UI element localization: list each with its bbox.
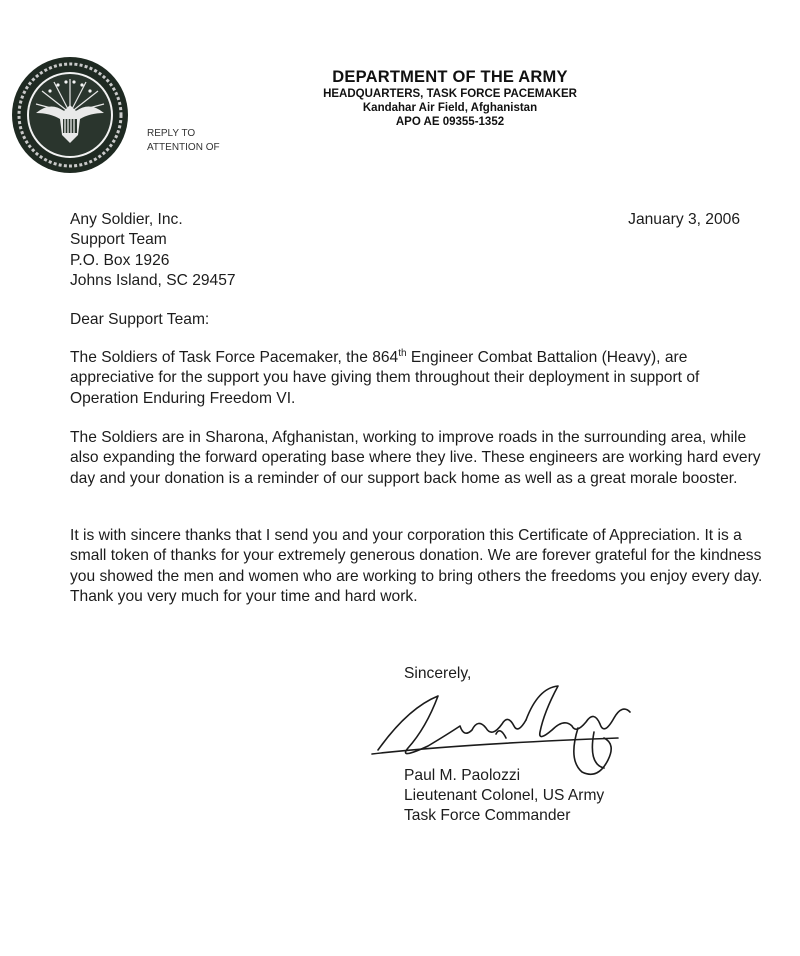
attention-of-label: ATTENTION OF bbox=[147, 142, 220, 153]
paragraph-1-text: The Soldiers of Task Force Pacemaker, the 864 bbox=[70, 349, 399, 366]
reply-to-label: REPLY TO bbox=[147, 128, 196, 139]
valediction: Sincerely, bbox=[404, 665, 472, 682]
recipient-line: Any Soldier, Inc. bbox=[70, 211, 183, 228]
signer-name: Paul M. Paolozzi bbox=[404, 767, 521, 784]
letter-date: January 3, 2006 bbox=[628, 211, 740, 228]
signer-title: Task Force Commander bbox=[404, 807, 571, 824]
recipient-line: Support Team bbox=[70, 231, 167, 249]
ordinal-suffix: th bbox=[398, 347, 407, 359]
paragraph-2-text: The Soldiers are in Sharona, Afghanistan, working to improve roads in the surrounding area, while also expanding the forward operating base where they live. These engineers are working hard every day and your donation is a reminder of our support back home as well as a great morale booster. bbox=[70, 429, 761, 487]
department-of-defense-seal-icon bbox=[10, 55, 130, 175]
recipient-line: P.O. Box 1926 bbox=[70, 251, 170, 269]
department-title: DEPARTMENT OF THE ARMY bbox=[332, 68, 568, 86]
salutation: Dear Support Team: bbox=[70, 311, 210, 328]
paragraph-3-text: It is with sincere thanks that I send you and your corporation this Certificate of Appreciation. It is a small token of thanks for your extremely generous donation. We are forever grateful for the kindness you showed the men and women who are working to bring others the freedoms you enjoy every day. Thank you very much for your time and hard work. bbox=[70, 527, 763, 606]
paragraph-3 bbox=[70, 526, 770, 608]
recipient-address bbox=[70, 210, 236, 292]
paragraph-2 bbox=[70, 428, 770, 489]
apo-line: APO AE 09355-1352 bbox=[395, 116, 505, 128]
recipient-line: Johns Island, SC 29457 bbox=[70, 272, 236, 290]
paragraph-1-text-cont: Engineer Combat Battalion (Heavy), are appreciative for the support you have giving them throughout their deployment in support of Operation Enduring Freedom VI. bbox=[70, 349, 700, 407]
headquarters-line: HEADQUARTERS, TASK FORCE PACEMAKER bbox=[323, 88, 577, 100]
paragraph-1 bbox=[70, 348, 770, 409]
signer-rank: Lieutenant Colonel, US Army bbox=[404, 787, 605, 804]
location-line: Kandahar Air Field, Afghanistan bbox=[362, 102, 538, 114]
